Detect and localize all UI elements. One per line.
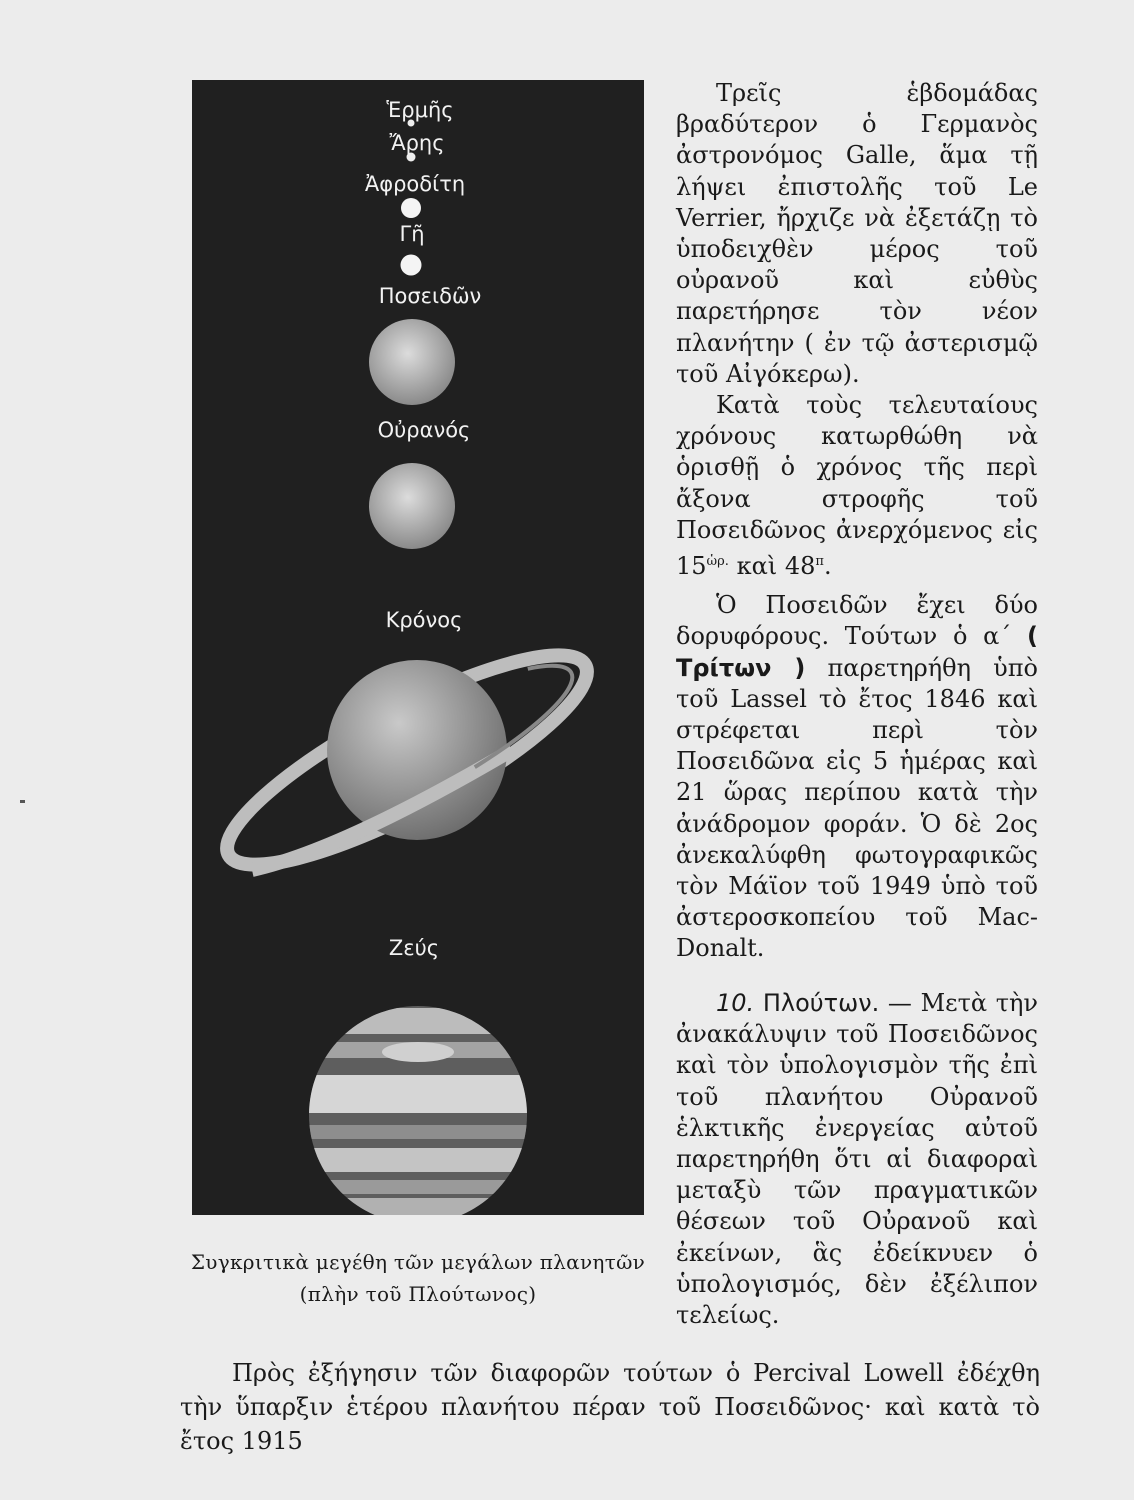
print-speck <box>20 800 25 803</box>
label-poseidon: Ποσειδῶν <box>378 284 482 308</box>
ouranos-planet <box>369 463 455 549</box>
label-ge: Γῆ <box>399 222 425 246</box>
rotation-minutes: 48 <box>784 552 816 581</box>
aphrodite-planet <box>401 198 421 218</box>
planet-comparison-figure <box>192 80 644 1215</box>
triton-name: ( Τρίτων ) <box>676 622 1038 682</box>
label-aphrodite: Ἀφροδίτη <box>364 172 466 196</box>
section-number: 10. <box>716 989 755 1017</box>
caption-line-2: (πλὴν τοῦ Πλούτωνος) <box>299 1282 537 1306</box>
rotation-and: καὶ <box>736 552 778 581</box>
paragraph-galle: Τρεῖς ἑβδομάδας βραδύτερον ὁ Γερμανὸς ἀστρονόμος Galle, ἅμα τῇ λήψει ἐπιστολῆς τοῦ Le Verrier, ἤρχιζε νὰ ἐξετάζῃ τὸ ὑποδειχθὲν μέρος τοῦ οὐρανοῦ καὶ εὐθὺς παρετήρησε τὸν νέον πλανήτην ( ἐν τῷ ἀστερισμῷ τοῦ Αἰγόκερω). <box>676 79 1038 388</box>
kronos-planet <box>205 621 609 899</box>
poseidon-planet <box>369 319 455 405</box>
paragraph-pluto <box>676 988 1038 1331</box>
text-column-upper <box>676 78 1038 965</box>
satellites-text-a: Ὁ Ποσειδῶν ἔχει δύο δορυφόρους. Τούτων ὁ α΄ <box>676 591 1038 651</box>
label-ares: Ἄρης <box>389 131 445 155</box>
caption-line-1: Συγκριτικὰ μεγέθη τῶν μεγάλων πλανητῶν <box>190 1250 646 1274</box>
planet-illustration <box>192 80 644 1215</box>
label-kronos: Κρόνος <box>385 608 463 632</box>
satellites-text-b: παρετηρήθη ὑπὸ τοῦ Lassel τὸ ἔτος 1846 καὶ στρέφεται περὶ τὸν Ποσειδῶνα εἰς 5 ἡμέρας καὶ 21 ὥρας περίπου κατὰ τὴν ἀνάδρομον φοράν. Ὁ δὲ 2ος ἀνεκαλύφθη φωτογραφικῶς τὸν Μάϊον τοῦ 1949 ὑπὸ τοῦ ἀστεροσκοπείου τοῦ Mac-Donalt. <box>676 653 1038 963</box>
minutes-abbrev: π <box>815 554 824 570</box>
pluto-text: — Μετὰ τὴν ἀνακάλυψιν τοῦ Ποσειδῶνος καὶ τὸν ὑπολογισμὸν τῆς ἐπὶ τοῦ πλανήτου Οὐρανοῦ ἑλκτικῆς ἐνεργείας αὐτοῦ παρετηρήθη ὅτι αἱ διαφοραὶ μεταξὺ τῶν πραγματικῶν θέσεων τοῦ Οὐρανοῦ καὶ ἐκείνων, ἃς ἐδείκνυεν ὁ ὑπολογισμός, δὲν ἐξέλιπον τελείως. <box>676 989 1038 1330</box>
ge-planet <box>401 255 422 276</box>
label-ouranos: Οὐρανός <box>377 418 471 442</box>
label-zeus: Ζεύς <box>388 936 440 960</box>
paragraph-lowell <box>180 1356 1040 1458</box>
label-hermes: Ἑρμῆς <box>386 98 454 122</box>
zeus-planet <box>292 1000 552 1215</box>
rotation-hours: 15 <box>676 552 707 581</box>
hours-abbrev: ὡρ. <box>706 554 729 570</box>
paragraph-satellites <box>676 590 1038 964</box>
text-column-pluto <box>676 988 1038 1331</box>
rotation-text: Κατὰ τοὺς τελευταίους χρόνους κατωρθώθη νὰ ὁρισθῇ ὁ χρόνος τῆς περὶ ἄξονα στροφῆς τοῦ Ποσειδῶνος ἀνερχόμενος εἰς <box>676 391 1038 544</box>
paragraph-rotation: Κατὰ τοὺς τελευταίους χρόνους κατωρθώθη νὰ ὁρισθῇ ὁ χρόνος τῆς περὶ ἄξονα στροφῆς τοῦ Ποσειδῶνος ἀνερχόμενος εἰς $15^{ὡ\rho.}$ καὶ $48^\pi$. <box>676 391 1038 581</box>
section-title: Πλούτων. <box>762 989 880 1017</box>
lowell-text: Πρὸς ἐξήγησιν τῶν διαφορῶν τούτων ὁ Percival Lowell ἐδέχθη τὴν ὕπαρξιν ἑτέρου πλανήτου πέραν τοῦ Ποσειδῶνος· καὶ κατὰ τὸ ἔτος 1915 <box>180 1359 1040 1455</box>
figure-caption <box>168 1246 668 1310</box>
